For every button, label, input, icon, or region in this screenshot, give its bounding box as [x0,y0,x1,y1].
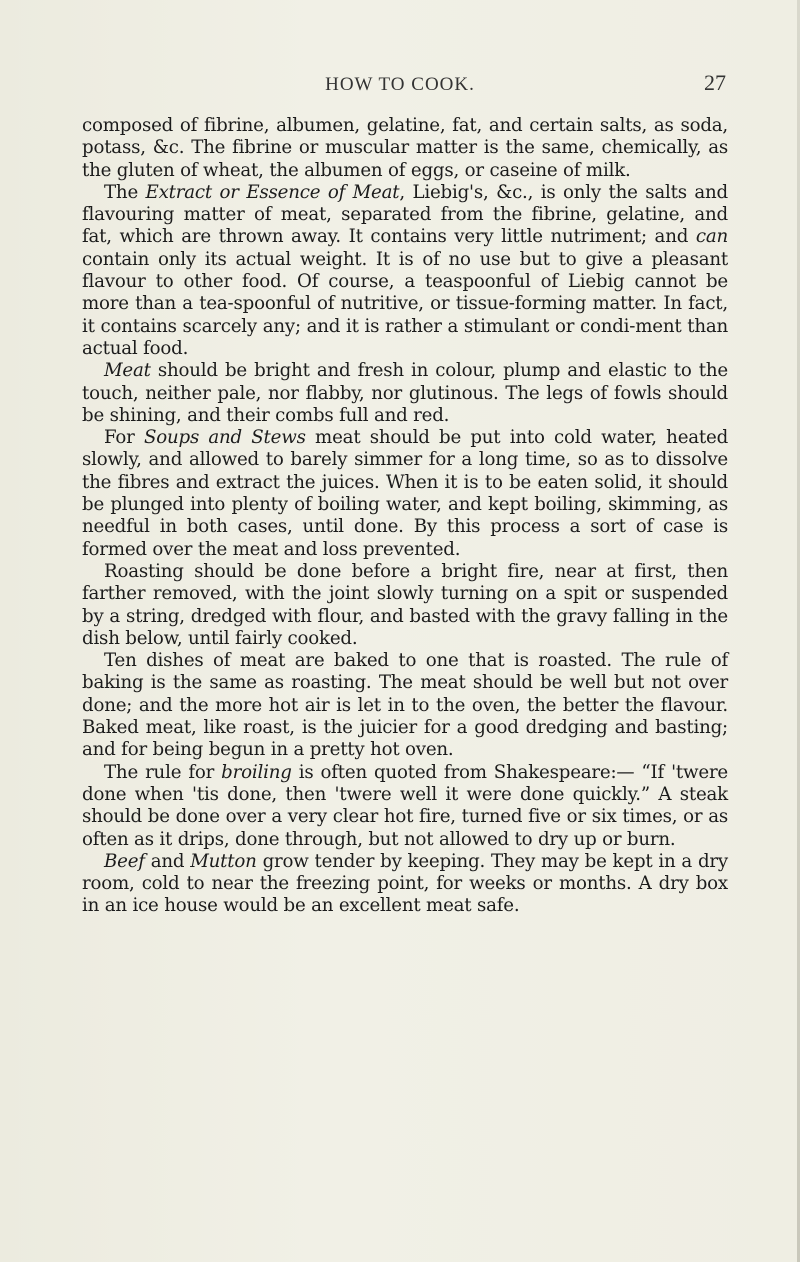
italic-text: Soups and Stews [143,427,306,449]
paragraph [82,360,728,427]
text-segment: For [104,427,144,449]
text-segment: meat should be put into cold water, heated slowly, and allowed to barely simmer for a long time, so as to dissolve the fibres and extract the juices. When it is to be eaten solid, it should be plunged into plenty of boiling water, and kept boiling, skimming, as needful in both cases, until done. By this process a sort of case is formed over the meat and loss prevented. [82,427,729,560]
text-segment: The [104,181,146,203]
italic-text: Extract or Essence of Meat [145,181,400,203]
text-segment: Roasting should be done before a bright fire, near at first, then farther removed, with the joint slowly turning on a spit or suspended by a string, dredged with flour, and basted with the gravy falling in the dish below, until fairly cooked. [82,560,728,649]
italic-text: Mutton [190,850,257,872]
italic-text: Meat [104,360,151,382]
text-segment: Ten dishes of meat are baked to one that is roasted. The rule of baking is the same as roasting. The meat should be well but not over done; and the more hot air is let in to the oven, the better the flavour. Baked meat, like roast, is the juicier for a good dredging and basting; and for being begun in a pretty hot oven. [82,650,728,761]
text-segment: is often quoted from Shakespeare:— “If 'twere done when 'tis done, then 'twere well it were done quickly.” A steak should be done over a very clear hot fire, turned five or six times, or as often as it drips, done through, but not allowed to dry up or burn. [82,761,728,850]
paragraph [82,650,728,761]
running-head: HOW TO COOK. [325,74,475,95]
paragraph [82,182,728,360]
text-segment: composed of fibrine, albumen, gelatine, fat, and certain salts, as soda, potass, &c. The fibrine or muscular matter is the same, chemically, as the gluten of wheat, the albumen of eggs, or caseine of milk. [82,115,728,181]
paragraph [82,851,728,918]
italic-text: can [695,226,728,248]
italic-text: Beef [104,850,145,872]
paragraph [82,115,728,182]
page-number: 27 [704,70,726,95]
text-segment: The rule for [104,761,222,783]
italic-text: broiling [221,761,292,783]
text-segment: should be bright and fresh in colour, plump and elastic to the touch, neither pale, nor flabby, nor glutinous. The legs of fowls should be shining, and their combs full and red. [82,360,728,426]
text-segment: , Liebig's, &c., is only the salts and flavouring matter of meat, separated from the fibrine, gelatine, and fat, which are thrown away. It contains very little nutriment; and [82,181,728,248]
paragraph [82,762,728,851]
body-text [82,115,728,918]
text-segment: and [144,850,191,872]
text-segment: contain only its actual weight. It is of no use but to give a pleasant flavour to other food. Of course, a teaspoonful of Liebig cannot be more than a tea-spoonful of nutritive, or tissue-forming matter. In fact, it contains scarcely any; and it is rather a stimulant or condi-ment than actual food. [82,248,728,359]
paragraph [82,427,728,561]
page-header [0,68,800,98]
paragraph [82,561,728,650]
text-segment: grow tender by keeping. They may be kept in a dry room, cold to near the freezing point, for weeks or months. A dry box in an ice house would be an excellent meat safe. [82,850,728,917]
